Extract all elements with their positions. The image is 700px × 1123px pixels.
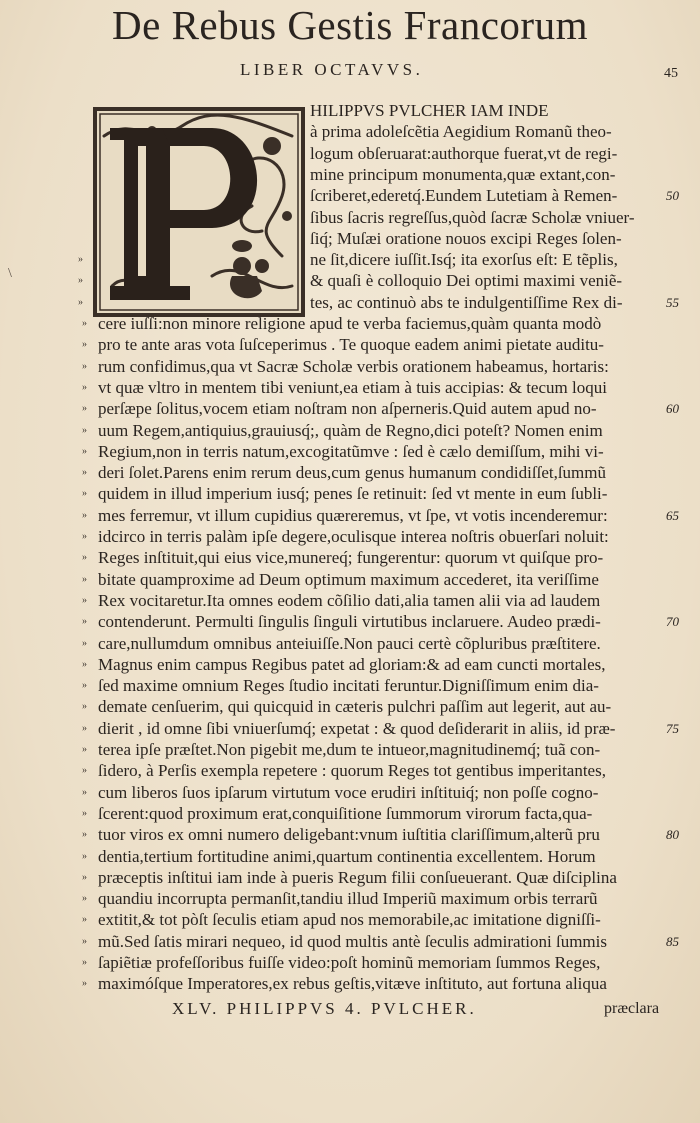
line-text: ſidero, à Perſis exempla repetere : quorum Reges tot gentibus imperitantes, [98, 761, 606, 781]
text-line [0, 483, 700, 504]
text-line [0, 952, 700, 973]
quote-marker: » [82, 509, 87, 521]
line-number: 75 [666, 720, 679, 736]
line-number: 50 [666, 188, 679, 204]
line-text: præceptis inſtitui iam inde à pueris Regum filii conſueuerant. Quæ diſciplina [98, 867, 617, 887]
line-text: dierit , id omne ſibi vniuerſumq́; expetat : & quod deſiderarit in aliis, id præ- [98, 718, 616, 738]
text-line [0, 760, 700, 781]
quote-marker: » [82, 765, 87, 777]
line-text: Magnus enim campus Regibus patet ad gloriam:& ad eam cuncti mortales, [98, 654, 606, 674]
quote-marker: » [82, 637, 87, 649]
quote-marker: » [82, 403, 87, 415]
line-text: contenderunt. Permulti ſingulis ſinguli virtutibus inclaruere. Audeo prædi- [98, 612, 601, 632]
line-text: logum obſeruarat:authorque fuerat,vt de regi- [310, 143, 618, 163]
text-line [0, 909, 700, 930]
quote-marker: » [82, 531, 87, 542]
text-line [0, 973, 700, 994]
line-text: demate cenſuerim, qui quicquid in cæteris pulchri paſſim aut legerit, aut au- [98, 697, 612, 717]
quote-marker: » [82, 339, 87, 351]
line-text: ſcerent:quod proximum erat,conquiſitione ſummorum virorum facta,qua- [98, 803, 593, 823]
line-text: extitit,& tot pòſt ſeculis etiam apud nos memorabile,ac imitatione digniſſi- [98, 910, 601, 930]
line-text: Reges inſtituit,qui eius vice,munereq́; fungerentur: quorum vt quiſque pro- [98, 548, 604, 568]
line-text: & quaſi è colloquio Dei optimi maximi veniẽ- [310, 271, 623, 291]
quote-marker: » [82, 424, 87, 436]
line-text: mũ.Sed ſatis mirari nequeo, id quod multis antè ſeculis admirationi ſummis [98, 931, 607, 951]
stray-mark: \ [8, 266, 12, 281]
text-line [0, 143, 700, 164]
text-line [0, 462, 700, 483]
text-line [0, 675, 700, 696]
quote-marker: » [82, 552, 87, 564]
quote-marker: » [82, 722, 87, 734]
quote-marker: » [82, 318, 87, 329]
quote-marker: » [82, 829, 87, 841]
quote-marker: » [78, 296, 83, 308]
line-text: tes, ac continuò abs te indulgentiſſime Rex di- [310, 292, 623, 312]
line-text: Rex vocitaretur.Ita omnes eodem cõſilio dati,alia tamen alii via ad laudem [98, 590, 601, 610]
line-text: quidem in illud imperium iusq́; penes ſe retinuit: ſed vt mente in eum ſubli- [98, 484, 608, 504]
text-line [0, 228, 700, 249]
text-line [0, 931, 700, 952]
line-text: uum Regem,antiquius,grauiusq́;, quàm de Regno,dici poteſt? Nomen enim [98, 420, 603, 440]
text-line [0, 441, 700, 462]
line-number: 85 [666, 933, 679, 949]
quote-marker: » [82, 701, 87, 713]
line-text: vt quæ vltro in mentem tibi veniunt,ea etiam à tuis accipias: & tecum loqui [98, 377, 607, 397]
line-text: dentia,tertium fortitudine animi,quartum continentia excellentem. Horum [98, 846, 596, 866]
quote-marker: » [82, 914, 87, 926]
quote-marker: » [82, 594, 87, 606]
quote-marker: » [82, 381, 87, 393]
line-number: 55 [666, 294, 679, 310]
text-line [0, 569, 700, 590]
quote-marker: » [78, 254, 83, 266]
line-number: 60 [666, 401, 679, 417]
line-text: care,nullumdum omnibus anteiuiſſe.Non pauci certè cõpluribus præſtitere. [98, 633, 601, 653]
line-text: idcirco in terris palàm ipſe degere,oculisque interea noſtris obuerſari noluit: [98, 527, 609, 546]
line-number: 80 [666, 827, 679, 843]
quote-marker: » [82, 786, 87, 798]
text-line [0, 547, 700, 568]
line-text: HILIPPVS PVLCHER IAM INDE [310, 101, 549, 120]
text-line [0, 696, 700, 717]
line-text: perſæpe ſolitus,vocem etiam noſtram non aſperneris.Quid autem apud no- [98, 399, 597, 419]
text-line [0, 526, 700, 547]
text-line [0, 505, 700, 526]
text-line [0, 100, 700, 121]
quote-marker: » [82, 893, 87, 905]
line-text: deri ſolet.Parens enim rerum deus,cum genus humanum condidiſſet,ſummũ [98, 463, 607, 483]
text-line [0, 782, 700, 803]
quote-marker: » [82, 850, 87, 862]
line-number: 70 [666, 614, 679, 630]
quote-marker: » [82, 680, 87, 692]
text-line [0, 185, 700, 206]
line-text: ſibus ſacris regreſſus,quòd ſacræ Scholæ vniuer- [310, 207, 635, 227]
quote-marker: » [82, 935, 87, 947]
text-line [0, 846, 700, 867]
text-line [0, 377, 700, 398]
line-text: ſapiẽtiæ profeſſoribus fuiſſe video:poſt hominũ memoriam ſummos Reges, [98, 953, 601, 972]
catchline: XLV. PHILIPPVS 4. PVLCHER. [172, 999, 477, 1018]
line-text: pro te ante aras vota ſuſceperimus . Te quoque eadem animi pietate auditu- [98, 335, 604, 355]
quote-marker: » [82, 445, 87, 457]
line-text: à prima adoleſcẽtia Aegidium Romanũ theo- [310, 122, 612, 142]
quote-marker: » [78, 275, 83, 287]
quote-marker: » [82, 616, 87, 628]
line-text: mine principum monumenta,quæ extant,con- [310, 164, 616, 184]
text-line [0, 121, 700, 142]
text-line [0, 313, 700, 334]
line-text: tuor viros ex omni numero deligebant:vnum iuſtitia clariſſimum,alterũ pru [98, 825, 600, 845]
text-line [0, 718, 700, 739]
text-line [0, 824, 700, 845]
text-line [0, 739, 700, 760]
text-line [0, 249, 700, 270]
book-subtitle: LIBER OCTAVVS. [240, 60, 424, 79]
text-line [0, 888, 700, 909]
text-line [0, 270, 700, 291]
text-line [0, 398, 700, 419]
quote-marker: » [82, 658, 87, 670]
line-text: cum liberos ſuos ipſarum virtutum voce erudiri inſtituiq́; non poſſe cogno- [98, 782, 599, 802]
line-number: 65 [666, 507, 679, 523]
catchword: præclara [604, 1000, 660, 1017]
running-title: De Rebus Gestis Francorum [112, 2, 588, 48]
text-line [0, 633, 700, 654]
quote-marker: » [82, 807, 87, 819]
quote-marker: » [82, 978, 87, 990]
line-text: ſed maxime omnium Reges ſtudio incitati feruntur.Digniſſimum enim dia- [98, 676, 599, 696]
text-line [0, 334, 700, 355]
line-text: terea ipſe præſtet.Non pigebit me,dum te intueor,magnitudinemq́; tuã con- [98, 740, 601, 759]
line-text: quandiu incorrupta permanſit,tandiu illud Imperiũ maximum orbis terrarũ [98, 889, 598, 909]
text-line [0, 420, 700, 441]
line-text: maximóſque Imperatores,ex rebus geſtis,vitæve inſtituto, aut fortuna aliqua [98, 974, 607, 994]
line-text: ne ſit,dicere iuſſit.Isq́; ita exorſus eſt: E tẽplis, [310, 250, 618, 270]
quote-marker: » [82, 360, 87, 372]
quote-marker: » [82, 467, 87, 479]
quote-marker: » [82, 744, 87, 755]
text-line [0, 803, 700, 824]
text-line [0, 654, 700, 675]
quote-marker: » [82, 871, 87, 883]
line-text: ſcriberet,ederetq́.Eundem Lutetiam à Remen- [310, 186, 618, 206]
line-text: Regium,non in terris natum,excogitatũmve : ſed è cælo demiſſum, mihi vi- [98, 441, 604, 461]
text-line [0, 207, 700, 228]
line-text: bitate quamproxime ad Deum optimum maximum accederet, ita veriſſime [98, 569, 599, 589]
text-line [0, 867, 700, 888]
text-line [0, 611, 700, 632]
line-text: mes ferremur, vt illum cupidius quæreremus, vt ſpe, vt votis incenderemur: [98, 505, 608, 525]
quote-marker: » [82, 573, 87, 585]
quote-marker: » [82, 957, 87, 968]
page-number: 45 [664, 66, 678, 81]
line-text: ſiq́; Muſæi oratione nouos excipi Reges ſolen- [310, 228, 622, 248]
quote-marker: » [82, 488, 87, 500]
text-line [0, 356, 700, 377]
line-text: cere iuſſi:non minore religione apud te verba faciemus,quàm quanta modò [98, 314, 602, 333]
text-line [0, 590, 700, 611]
line-text: rum confidimus,qua vt Sacræ Scholæ verbis orationem habeamus, hortaris: [98, 356, 609, 376]
text-line [0, 292, 700, 313]
text-line [0, 164, 700, 185]
